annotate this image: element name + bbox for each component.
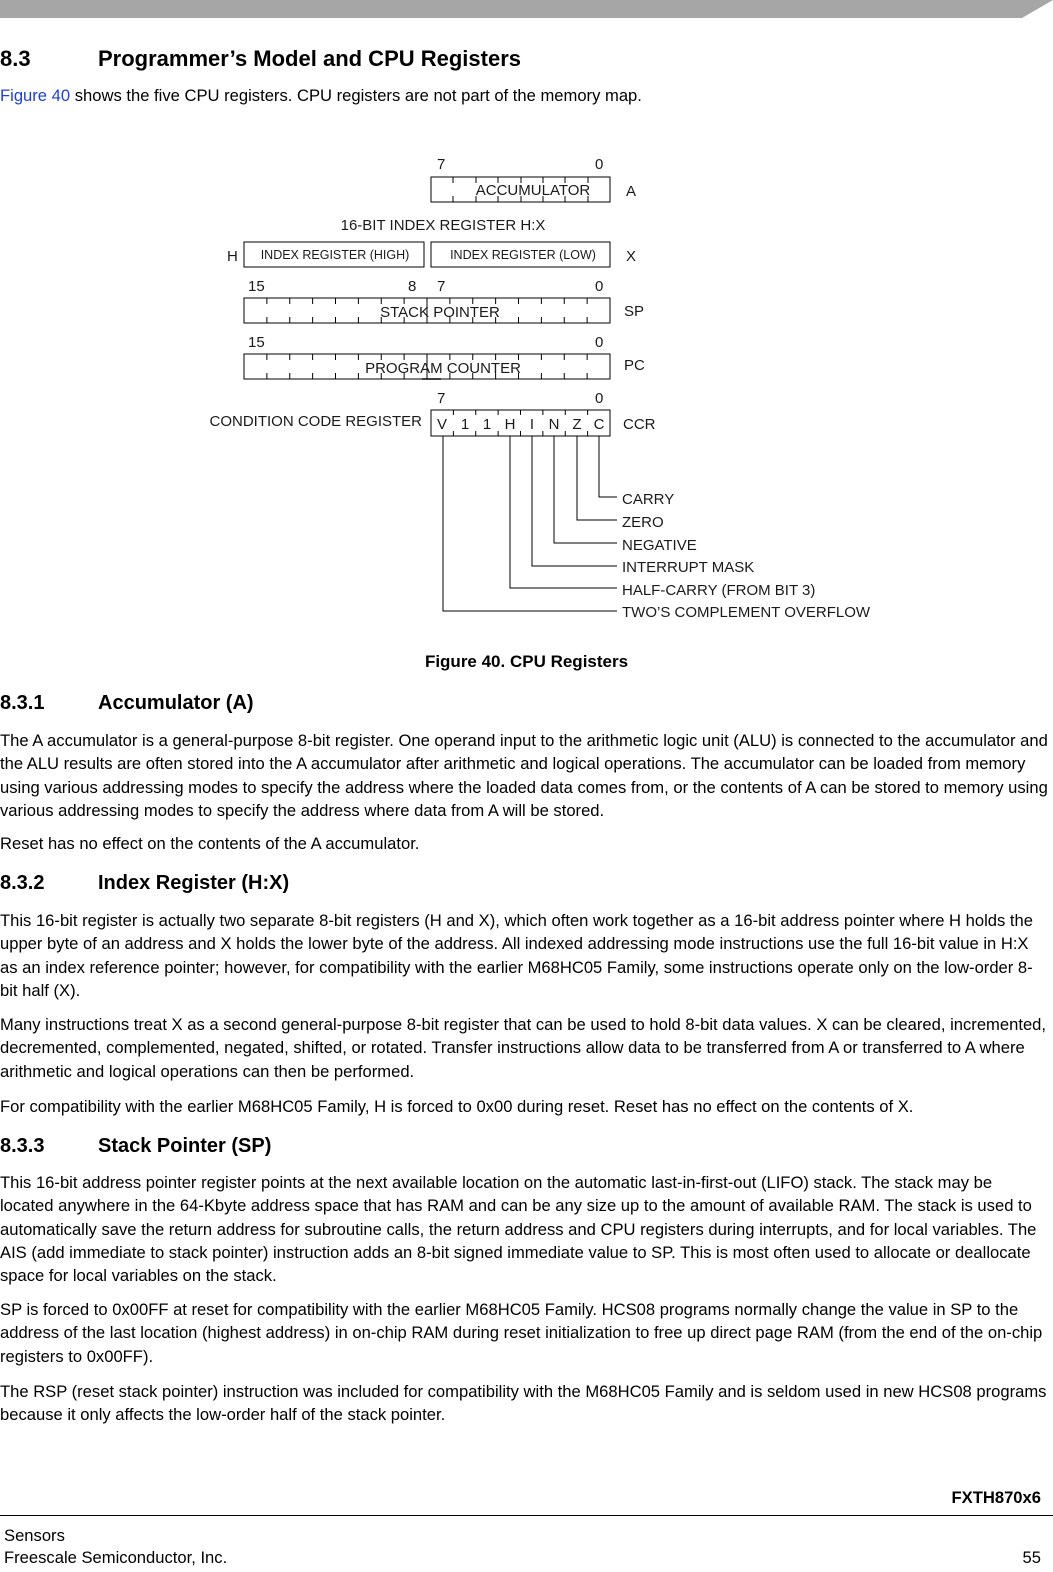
ccr-bit-6: 1: [460, 416, 470, 433]
section-title: Programmer’s Model and CPU Registers: [98, 46, 522, 71]
paragraph-831-1: The A accumulator is a general-purpose 8-bit register. One operand input to the arithmetic logic unit (ALU) is connected to the accumulator and the ALU results are often stored into the A accumulator after arithmetic and logical operations. The accumulator can be loaded from memory using various addressing modes to specify the address where the loaded data comes from, or the contents of A can be stored to memory using various addressing modes to specify the address where data from A will be stored.: [0, 731, 1048, 820]
footer-category: Sensors: [4, 1526, 65, 1545]
register-ccr-name: CCR: [623, 416, 656, 433]
section-number: 8.3: [0, 46, 31, 71]
index-low-label: INDEX REGISTER (LOW): [450, 248, 596, 262]
ccr-bit-z: Z: [572, 416, 582, 433]
footer-company: Freescale Semiconductor, Inc.: [4, 1548, 228, 1567]
ccr-bit-v: V: [436, 416, 448, 433]
register-x-name: X: [626, 248, 637, 265]
flag-negative: NEGATIVE: [622, 537, 697, 554]
subsection-number: 8.3.1: [0, 692, 45, 714]
register-sp-name: SP: [624, 303, 645, 320]
flag-interrupt-mask: INTERRUPT MASK: [622, 559, 755, 576]
pc-bit-0: 0: [595, 334, 604, 351]
ccr-bit-h: H: [504, 416, 516, 433]
register-h-name: H: [227, 248, 238, 265]
ccr-bit-c: C: [593, 416, 605, 433]
program-counter-label: PROGRAM COUNTER: [365, 360, 521, 377]
register-a-name: A: [626, 183, 637, 200]
paragraph-833-2: SP is forced to 0x00FF at reset for compatibility with the earlier M68HC05 Family. HCS08 programs normally change the value in SP to the address of the last location (highest address) in on-chip RAM during reset initialization to free up direct page RAM (from the end of the on-chip registers to 0x00FF).: [0, 1300, 1043, 1366]
paragraph-832-1: This 16-bit register is actually two separate 8-bit registers (H and X), which often work together as a 16-bit address pointer where H holds the upper byte of an address and X holds the lower byte of the address. All indexed addressing mode instructions use the full 16-bit value in H:X as an index reference pointer; however, for compatibility with the earlier M68HC05 Family, some instructions operate only on the low-order 8-bit half (X).: [0, 911, 1033, 1000]
sp-bit-15: 15: [248, 278, 265, 295]
sp-bit-0: 0: [595, 278, 604, 295]
sp-bit-7: 7: [437, 278, 446, 295]
paragraph-831-2: Reset has no effect on the contents of the A accumulator.: [0, 834, 420, 853]
intro-text: shows the five CPU registers. CPU registers are not part of the memory map.: [70, 86, 642, 105]
subsection-title: Stack Pointer (SP): [98, 1135, 272, 1157]
acc-bit-0: 0: [595, 156, 604, 173]
accumulator-label: ACCUMULATOR: [475, 182, 591, 199]
subsection-title: Accumulator (A): [98, 692, 254, 714]
cpu-registers-figure: [0, 140, 1053, 640]
sp-bit-8: 8: [408, 278, 417, 295]
page-number: 55: [1022, 1548, 1041, 1567]
flag-half-carry: HALF-CARRY (FROM BIT 3): [622, 582, 816, 599]
document-id: FXTH870x6: [951, 1488, 1041, 1507]
flag-overflow: TWO’S COMPLEMENT OVERFLOW: [622, 604, 871, 621]
paragraph-832-2: Many instructions treat X as a second general-purpose 8-bit register that can be used to hold 8-bit data values. X can be cleared, incremented, decremented, complemented, negated, shifted, or rotated. Transfer instructions allow data to be transferred from A or transferred to A where arithmetic and logical operations can then be performed.: [0, 1015, 1047, 1081]
flag-carry: CARRY: [622, 491, 675, 508]
index-high-label: INDEX REGISTER (HIGH): [260, 248, 410, 262]
ccr-bit-7: 7: [437, 390, 446, 407]
header-bar: [0, 0, 1053, 20]
paragraph-833-3: The RSP (reset stack pointer) instruction was included for compatibility with the M68HC05 Family and is seldom used in new HCS08 programs because it only affects the low-order half of the stack pointer.: [0, 1382, 1047, 1425]
figure-caption: Figure 40. CPU Registers: [424, 652, 629, 671]
ccr-bit-5: 1: [482, 416, 492, 433]
stack-pointer-label: STACK POINTER: [380, 304, 500, 321]
figure-link[interactable]: Figure 40: [0, 86, 71, 105]
ccr-bit-0: 0: [595, 390, 604, 407]
footer-divider: [0, 1515, 1053, 1516]
paragraph-832-3: For compatibility with the earlier M68HC05 Family, H is forced to 0x00 during reset. Reset has no effect on the contents of X.: [0, 1097, 914, 1116]
subsection-number: 8.3.2: [0, 872, 45, 894]
ccr-bit-i: I: [529, 416, 535, 433]
subsection-title: Index Register (H:X): [98, 872, 290, 894]
register-pc-name: PC: [624, 357, 645, 374]
pc-bit-15: 15: [248, 334, 265, 351]
paragraph-833-1: This 16-bit address pointer register points at the next available location on the automatic last-in-first-out (LIFO) stack. The stack may be located anywhere in the 64-Kbyte address space that has RAM and can be any size up to the amount of available RAM. The stack is used to automatically save the return address for subroutine calls, the return address and CPU registers during interrupts, and for local variables. The AIS (add immediate to stack pointer) instruction adds an 8-bit signed immediate value to SP. This is most often used to allocate or deallocate space for local variables on the stack.: [0, 1173, 1037, 1286]
acc-bit-7: 7: [437, 156, 446, 173]
index-register-title: 16-BIT INDEX REGISTER H:X: [340, 217, 546, 234]
subsection-number: 8.3.3: [0, 1135, 45, 1157]
ccr-bit-n: N: [548, 416, 560, 433]
ccr-title: CONDITION CODE REGISTER: [209, 413, 422, 430]
intro-paragraph: [0, 84, 1050, 107]
flag-zero: ZERO: [622, 514, 664, 531]
